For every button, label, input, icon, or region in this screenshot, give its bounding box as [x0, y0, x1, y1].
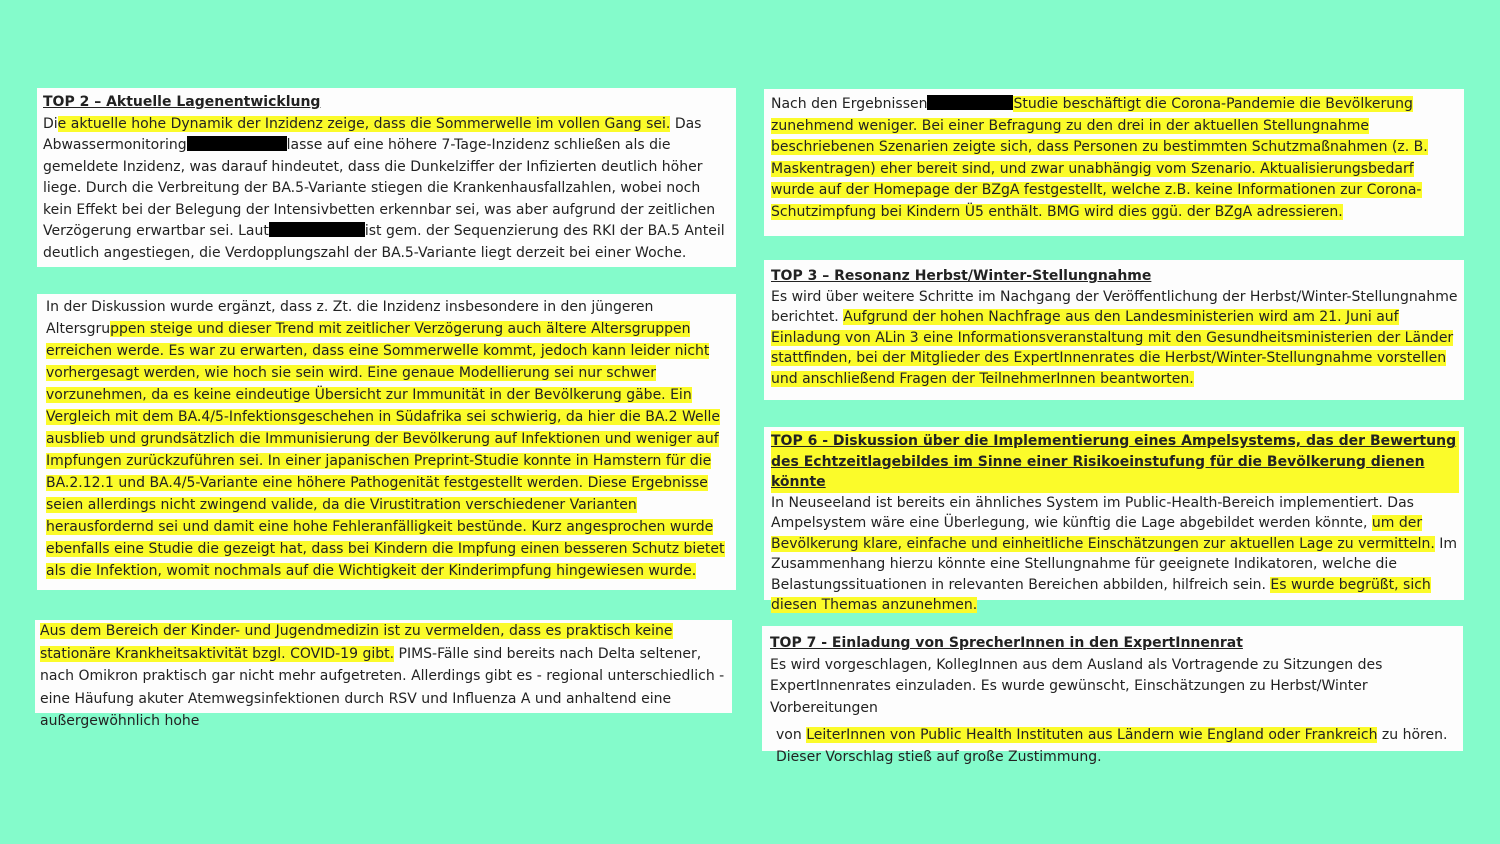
top3-text-1: Es wird über weitere Schritte im Nachgang der Veröffentlichung der Herbst/Winter-Stellungnahme berichtet.: [771, 288, 1458, 325]
top6-text-2: Im Zusammenhang hierzu könnte eine Stellungnahme für geeignete Indikatoren, welche die Belastungssituationen in relevanten Bereichen abbilden, hilfreich sein.: [771, 535, 1458, 593]
top7-text-2: von: [776, 727, 807, 743]
study-excerpt: [764, 89, 1464, 236]
discussion-excerpt: [37, 294, 736, 590]
top2-text-1: Di: [43, 115, 58, 132]
top2-text-2: Das Abwassermonitoring: [43, 115, 702, 153]
top6-excerpt: [764, 427, 1464, 613]
top7-text-1: Es wird vorgeschlagen, KollegInnen aus dem Ausland als Vortragende zu Sitzungen des ExpertInnenrates einzuladen. Es wurde gewünscht, Einschätzungen zu Herbst/Winter Vorbereitungen: [770, 656, 1383, 716]
top2-text-3: lasse auf eine höhere 7-Tage-Inzidenz schließen als die gemeldete Inzidenz, was darauf hindeutet, dass die Dunkelziffer der Infizierten deutlich höher liege. Durch die Verbreitung der BA.5-Variante stiegen die Krankenhausfallzahlen, wobei noch kein Effekt bei der Belegung der Intensivbetten erkennbar sei, was aber aufgrund der zeitlichen Verzögerung erwartbar sei. Laut: [43, 137, 716, 239]
study-highlight-1: Studie beschäftigt die Corona-Pandemie die Bevölkerung zunehmend weniger. Bei einer Befragung zu den drei in der aktuellen Stellungnahme beschriebenen Szenarien zeigte sich, dass Personen zu bestimmten Schutzmaßnahmen (z. B. Maskentragen) eher bereit sind, und zwar unabhängig vom Szenario. Aktualisierungsbedarf wurde auf der Homepage der BZgA festgestellt, welche z.B. keine Informationen zur Corona-Schutzimpfung bei Kindern Ü5 enthält. BMG wird dies ggü. der BZgA adressieren.: [771, 96, 1428, 220]
discussion-text-1: In der Diskussion wurde ergänzt, dass z. Zt. die Inzidenz insbesondere in den jüngeren Altersgru: [46, 299, 654, 337]
top2-heading: TOP 2 – Aktuelle Lagenentwicklung: [43, 94, 321, 110]
redaction-bar: [269, 222, 365, 237]
top3-excerpt: [764, 260, 1464, 400]
top7-highlight-1: LeiterInnen von Public Health Instituten aus Ländern wie England oder Frankreich: [806, 727, 1378, 743]
top6-highlight-2: Es wurde begrüßt, sich diesen Themas anzunehmen.: [771, 576, 1431, 613]
top6-text-1: In Neuseeland ist bereits ein ähnliches System im Public-Health-Bereich implementiert. Das Ampelsystem wäre eine Überlegung, wie künftig die Lage abgebildet werden könnte,: [771, 494, 1414, 531]
discussion-highlight-1: ppen steige und dieser Trend mit zeitlicher Verzögerung auch ältere Altersgruppen erreichen werde. Es war zu erwarten, dass eine Sommerwelle kommt, jedoch kann leider nicht vorhergesagt werden, wie hoch sie sein wird. Eine genaue Modellierung sei nur schwer vorzunehmen, da es keine eindeutige Übersicht zur Immunität in der Bevölkerung gäbe. Ein Vergleich mit dem BA.4/5-Infektionsgeschehen in Südafrika sei schwierig, da hier die BA.2 Welle ausblieb und grundsätzlich die Immunisierung der Bevölkerung auf Infektionen und weniger auf Impfungen zurückzuführen sei. In einer japanischen Preprint-Studie konnte in Hamstern für die BA.2.12.1 und BA.4/5-Variante eine höhere Pathogenität festgestellt werden. Diese Ergebnisse seien allerdings nicht zwingend valide, da die Virustitration verschiedener Varianten herausfordernd sei und damit eine hohe Fehleranfälligkeit bestünde. Kurz angesprochen wurde ebenfalls eine Studie die gezeigt hat, dass bei Kindern die Impfung einen besseren Schutz bietet als die Infektion, womit nochmals auf die Wichtigkeit der Kinderimpfung hingewiesen wurde.: [46, 321, 725, 579]
top3-highlight-1: Aufgrund der hohen Nachfrage aus den Landesministerien wird am 21. Juni auf Einladung von ALin 3 eine Informationsveranstaltung mit den Gesundheitsministerien der Länder stattfinden, bei der Mitglieder des ExpertInnenrates die Herbst/Winter-Stellungnahme vorstellen und anschließend Fragen der TeilnehmerInnen beantworten.: [771, 309, 1454, 387]
top7-excerpt: [762, 626, 1463, 765]
top7-heading: TOP 7 - Einladung von SprecherInnen in den ExpertInnenrat: [770, 635, 1243, 651]
redaction-bar: [927, 95, 1013, 110]
top6-heading: TOP 6 - Diskussion über die Implementierung eines Ampelsystems, das der Bewertung des Echtzeitlagebildes im Sinne einer Risikoeinstufung für die Bevölkerung dienen könnte: [771, 431, 1459, 493]
kinder-excerpt: [35, 620, 732, 729]
top7-text-3: zu hören. Dieser Vorschlag stieß auf große Zustimmung.: [776, 727, 1448, 765]
top7-paragraph-2: [770, 725, 1457, 768]
redaction-bar: [187, 136, 287, 151]
top2-text-4: ist gem. der Sequenzierung des RKI der BA.5 Anteil deutlich angestiegen, die Verdopplungszahl der BA.5-Variante liegt derzeit bei einer Woche.: [43, 223, 725, 261]
top2-excerpt: [37, 88, 736, 267]
top3-heading: TOP 3 – Resonanz Herbst/Winter-Stellungnahme: [771, 268, 1152, 284]
kinder-highlight-1: Aus dem Bereich der Kinder- und Jugendmedizin ist zu vermelden, dass es praktisch keine stationäre Krankheitsaktivität bzgl. COVID-19 gibt.: [40, 623, 673, 662]
top2-highlight-1: e aktuelle hohe Dynamik der Inzidenz zeige, dass die Sommerwelle im vollen Gang sei.: [57, 115, 671, 132]
top6-highlight-1: um der Bevölkerung klare, einfache und einheitliche Einschätzungen zur aktuellen Lage zu vermitteln.: [771, 515, 1435, 552]
kinder-text-1: PIMS-Fälle sind bereits nach Delta seltener, nach Omikron praktisch gar nicht mehr aufgetreten. Allerdings gibt es - regional unterschiedlich - eine Häufung akuter Atemwegsinfektionen durch RSV und Influenza A und anhaltend eine außergewöhnlich hohe: [40, 645, 725, 729]
study-text-1: Nach den Ergebnissen: [771, 96, 928, 112]
